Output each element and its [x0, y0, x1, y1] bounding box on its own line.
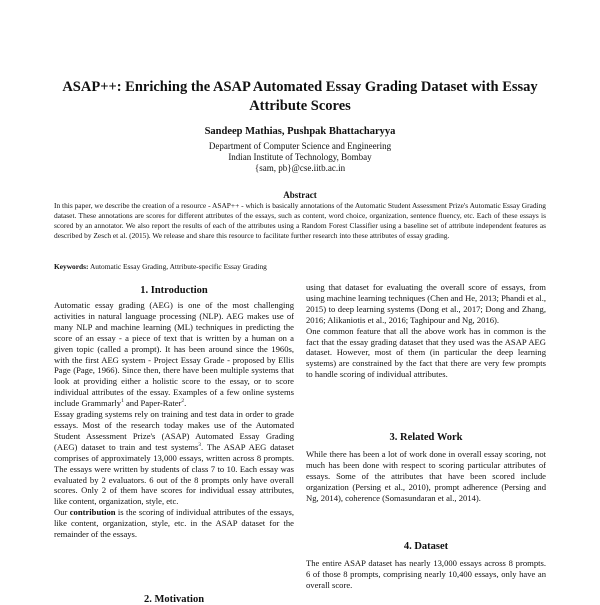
- footnote-mark-1: 1: [121, 398, 124, 405]
- intro-p3-post: is the scoring of individual attributes of the essays, like content, organization, style, etc. in the ASAP dataset for the remainder of the essays.: [54, 507, 294, 540]
- abstract-body: In this paper, we describe the creation of a resource - ASAP++ - which is basically annotations of the Automatic Student Assessment Prize's Automatic Essay Grading dataset. These annotations are scores for different attributes of the essays, such as content, word choice, organization, sentence fluency, etc. Each of these essays is scored by an annotator. We also report the results of each of the attributes using a Random Forest Classifier using a baseline set of attribute independent features as described by Zesch et al. (2015). We release and share this resource to facilitate further research into these attributes of essay grading.: [54, 201, 546, 241]
- right-paragraph-1: using that dataset for evaluating the overall score of essays, from using machine learning techniques (Chen and He, 2013; Phandi et al., 2015) to deep learning systems (Dong et al., 2017; Dong and Zhang, 2016; Alikaniotis et al., 2016; Taghipour and Ng, 2016).: [306, 282, 546, 325]
- affiliation-email: {sam, pb}@cse.iitb.ac.in: [254, 163, 346, 173]
- intro-p1-text-c: .: [184, 398, 187, 409]
- section-heading-motivation: 2. Motivation: [143, 594, 205, 605]
- footnote-mark-2: 2: [181, 398, 185, 405]
- intro-p3-bold: contribution: [69, 507, 116, 518]
- affiliation-institute: Indian Institute of Technology, Bombay: [228, 152, 372, 162]
- keywords-text: Automatic Essay Grading, Attribute-specific Essay Grading: [89, 262, 267, 271]
- intro-p1-text-b: and Paper-Rater: [123, 398, 182, 409]
- keywords-label: Keywords:: [54, 262, 89, 271]
- left-column: [54, 300, 294, 540]
- section-heading-related-work: 3. Related Work: [389, 432, 463, 443]
- section-heading-dataset: 4. Dataset: [403, 541, 449, 552]
- dataset-paragraph: The entire ASAP dataset has nearly 13,000 essays across 8 prompts. 6 of those 8 prompts, comprising nearly 10,400 essays, only have an overall score.: [306, 558, 546, 590]
- intro-p2-text-a: Essay grading systems rely on training and test data in order to grade essays. Most of the research today makes use of the Automated Student Assessment Prize's (ASAP) Automated Essay Grading (AEG) dataset to train and test systems: [54, 409, 294, 452]
- section-heading-introduction: 1. Introduction: [140, 285, 208, 296]
- intro-p1-text-a: Automatic essay grading (AEG) is one of the most challenging activities in natural language processing (NLP). AEG makes use of many NLP and machine learning (ML) techniques in predicting the score of an essay - a piece of text that is written by a human on a given topic (called a prompt). It has been around since the 1960s, with the first AEG system - Project Essay Grade - proposed by Ellis Page (Page, 1966). Since then, there have been multiple systems that look at providing either a holistic score to the essay, or to score individual attributes of the essay. Examples of a few online systems include Grammarly: [54, 300, 294, 409]
- intro-p2-text-b: . The ASAP AEG dataset comprises of approximately 13,000 essays, written across 8 prompts. The essays were written by students of class 7 to 10. Each essay was evaluated by 2 evaluators. 6 out of the 8 prompts only have overall scores. Only 2 of them have scores for individual essay attributes, like content, organization, style, etc.: [54, 441, 294, 507]
- related-work-paragraph: While there has been a lot of work done in overall essay scoring, not much has been done with respect to scoring particular attributes of essays. Some of the attributes that have been scored include organization (Persing et al., 2010), prompt adherence (Persing and Ng, 2014), coherence (Somasundaran et al., 2014).: [306, 449, 546, 503]
- intro-paragraph-3: [54, 507, 294, 540]
- abstract-heading: Abstract: [283, 190, 317, 200]
- paper-title: ASAP++: Enriching the ASAP Automated Essay Grading Dataset with Essay Attribute Scores: [62, 79, 538, 114]
- right-paragraph-2: One common feature that all the above work has in common is the fact that the essay grading dataset that they used was the ASAP AEG dataset. However, most of them (in particular the deep learning systems) are constrained by the fact that there are very few prompts to handle scoring of individual attributes.: [306, 325, 546, 380]
- footnote-mark-3: 3: [198, 441, 202, 448]
- intro-paragraph-2: [54, 409, 294, 507]
- intro-p3-pre: Our: [54, 507, 70, 518]
- right-column-top: [306, 282, 546, 380]
- intro-paragraph-1: [54, 300, 294, 409]
- affiliation-dept: Department of Computer Science and Engineering: [208, 141, 392, 151]
- keywords-line: [54, 262, 546, 271]
- paper-authors: Sandeep Mathias, Pushpak Bhattacharyya: [204, 126, 396, 137]
